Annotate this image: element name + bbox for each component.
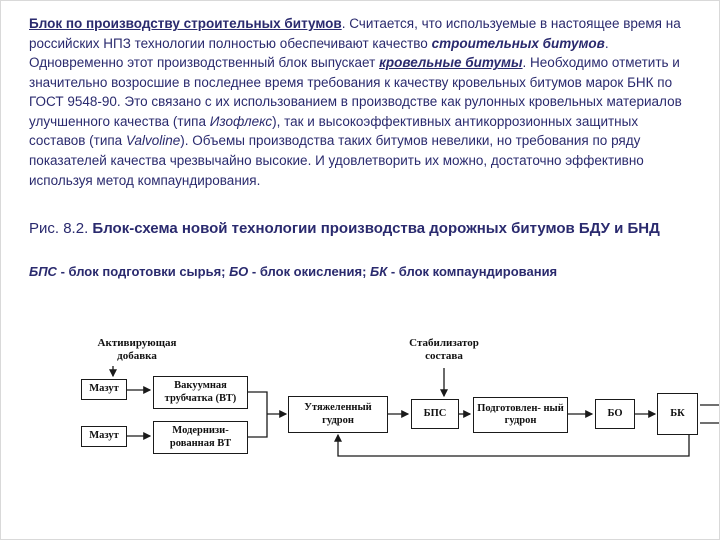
legend-desc-bk: - блок компаундирования	[387, 264, 558, 279]
box-prepared-tar: Подготовлен- ный гудрон	[473, 397, 568, 433]
text-segment: ). Объемы производства таких битумов невелики, но требования по ряду показателей качества чрезвычайно высокие. И удовлетворить их можно, достаточно эффективно используя метод компаундирования.	[29, 133, 644, 188]
legend-desc-bo: - блок окисления;	[248, 264, 371, 279]
body-text	[29, 14, 697, 190]
box-bo: БО	[595, 399, 635, 429]
emphasis-construction-bitumen: строительных битумов	[431, 35, 605, 51]
legend-abbr-bo: БО	[229, 264, 249, 279]
emphasis-izoflex: Изофлекс	[209, 113, 273, 129]
box-mazut-2: Мазут	[81, 426, 127, 447]
figure-caption	[29, 219, 697, 239]
box-heavy-tar: Утяжеленный гудрон	[288, 396, 388, 433]
block-diagram	[1, 333, 720, 503]
box-modernized-vt: Модернизи- рованная ВТ	[153, 421, 248, 454]
arrow-recycle-to-gudron	[338, 435, 689, 456]
emphasis-roofing-bitumen: кровельные битумы	[379, 55, 523, 71]
figure-number: Рис. 8.2.	[29, 220, 89, 237]
box-vacuum-tube-unit: Вакуумная трубчатка (ВТ)	[153, 376, 248, 409]
legend-desc-bps: - блок подготовки сырья;	[56, 264, 230, 279]
label-stabilizer: Стабилизатор состава	[409, 337, 479, 363]
line-vt-to-merge	[248, 392, 267, 414]
lead-phrase: Блок по производству строительных битумов	[29, 16, 342, 31]
figure-title: Блок-схема новой технологии производства дорожных битумов БДУ и БНД	[88, 220, 660, 237]
line-mvt-to-merge	[248, 414, 267, 437]
box-mazut-1: Мазут	[81, 379, 127, 400]
text-segment: . Одновременно этот производственный блок выпускает	[29, 35, 609, 71]
text-segment: . Необходимо отметить и значительно возросшие в последнее время требования к качеству кровельных битумов марок БНК по ГОСТ 9548-90. Это связано с их использованием в производстве как рулонных кровельных материалов улучшенного качества (типа	[29, 55, 682, 129]
text-segment: ), так и высокоэффективных антикоррозионных защитных составов (типа	[29, 113, 639, 149]
figure-legend	[29, 264, 719, 281]
legend-abbr-bk: БК	[370, 264, 388, 279]
emphasis-valvoline: Valvoline	[125, 133, 181, 149]
text-segment: . Считается, что используемые в настоящее время на российских НПЗ технологии полностью обеспечивают качество	[29, 16, 681, 51]
legend-abbr-bps: БПС	[29, 264, 57, 279]
box-bk: БК	[657, 393, 698, 435]
box-bps: БПС	[411, 399, 459, 429]
label-activating-additive: Активирующая добавка	[97, 337, 177, 363]
